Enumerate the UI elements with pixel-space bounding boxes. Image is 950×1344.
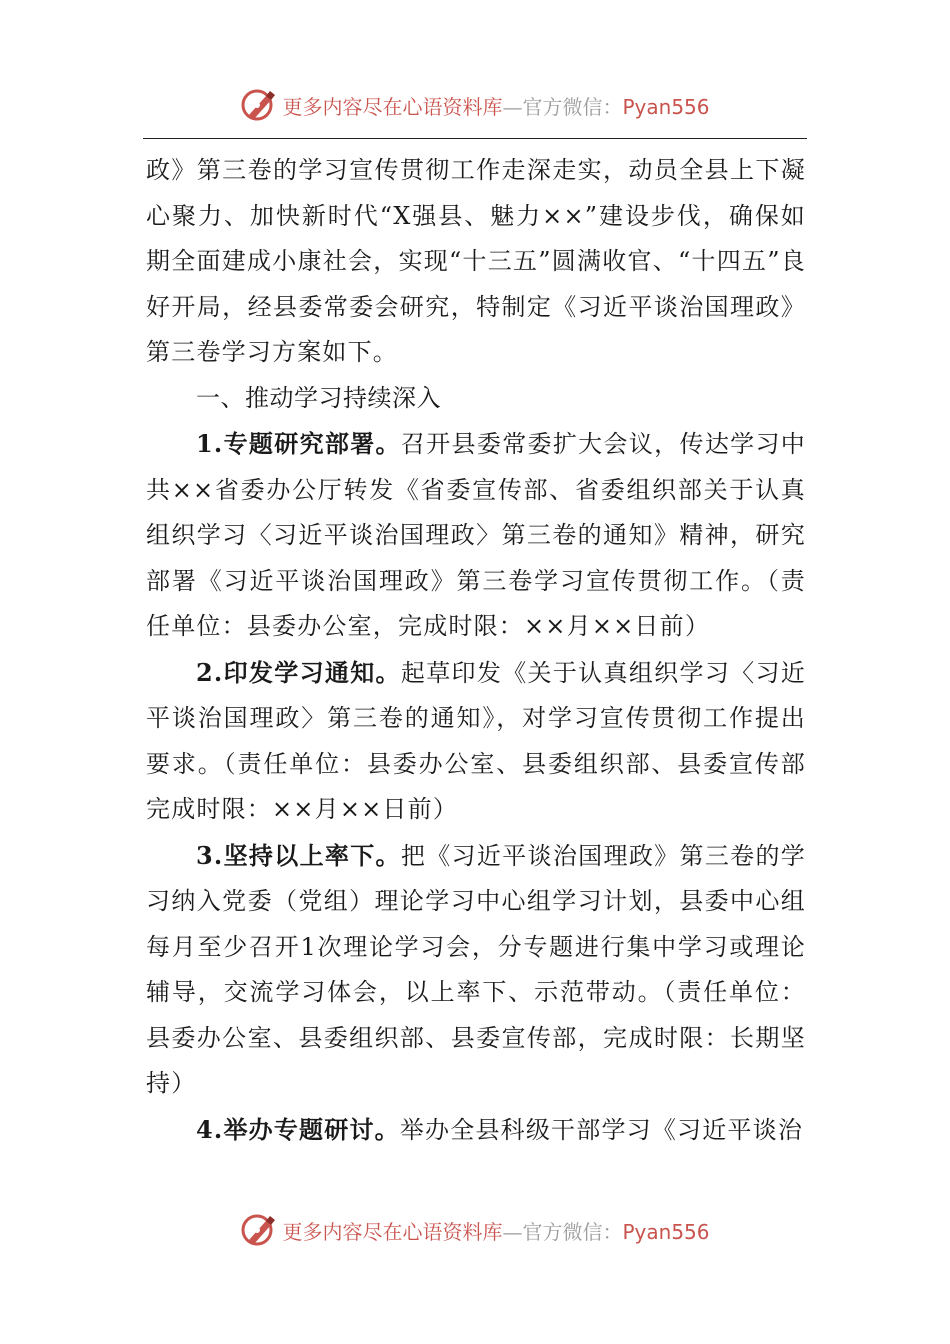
item-paragraph	[146, 833, 806, 1107]
document-body	[146, 148, 806, 1153]
watermark-dash: —	[502, 94, 523, 119]
item-paragraph	[146, 421, 806, 650]
watermark-site-name: 更多内容尽在心语资料库	[282, 94, 503, 119]
pen-logo-icon	[240, 1210, 280, 1250]
item-lead: 3.坚持以上率下。	[196, 840, 401, 870]
item-paragraph	[146, 1107, 806, 1154]
footer-watermark	[0, 1205, 950, 1255]
watermark-handle: Pyan556	[622, 1219, 710, 1244]
watermark-handle: Pyan556	[622, 94, 710, 119]
intro-paragraph: 政》第三卷的学习宣传贯彻工作走深走实，动员全县上下凝心聚力、加快新时代“X强县、魅力××”建设步伐，确保如期全面建成小康社会，实现“十三五”圆满收官、“十四五”良好开局，经县委常委会研究，特制定《习近平谈治国理政》第三卷学习方案如下。	[146, 156, 806, 366]
item-paragraph	[146, 650, 806, 833]
watermark-text	[282, 1216, 709, 1245]
item-text: 起草印发《关于认真组织学习〈习近平谈治国理政〉第三卷的通知》，对学习宣传贯彻工作提出要求。（责任单位：县委办公室、县委组织部、县委宣传部完成时限：××月××日前）	[146, 658, 807, 823]
item-lead: 4.举办专题研讨。	[196, 1114, 400, 1144]
header-watermark	[0, 80, 950, 130]
item-lead: 2.印发学习通知。	[196, 657, 401, 687]
header-rule	[143, 138, 807, 139]
section-heading: 一、推动学习持续深入	[196, 383, 441, 412]
watermark-text	[282, 91, 709, 120]
watermark-site-name: 更多内容尽在心语资料库	[282, 1219, 503, 1244]
watermark-wechat-label: 官方微信：	[522, 94, 623, 119]
item-text: 召开县委常委扩大会议，传达学习中共××省委办公厅转发《省委宣传部、省委组织部关于认真组织学习〈习近平谈治国理政〉第三卷的通知》精神，研究部署《习近平谈治国理政》第三卷学习宣传贯彻工作。（责任单位：县委办公室，完成时限：××月××日前）	[146, 430, 807, 640]
item-text: 举办全县科级干部学习《习近平谈治	[399, 1115, 804, 1144]
item-text: 把《习近平谈治国理政》第三卷的学习纳入党委（党组）理论学习中心组学习计划，县委中心组每月至少召开1次理论学习会，分专题进行集中学习或理论辅导，交流学习体会，以上率下、示范带动。（责任单位：县委办公室、县委组织部、县委宣传部，完成时限：长期坚持）	[146, 841, 807, 1097]
watermark-dash: —	[502, 1219, 523, 1244]
pen-logo-icon	[240, 85, 280, 125]
item-lead: 1.专题研究部署。	[196, 429, 401, 458]
watermark-wechat-label: 官方微信：	[522, 1219, 623, 1244]
